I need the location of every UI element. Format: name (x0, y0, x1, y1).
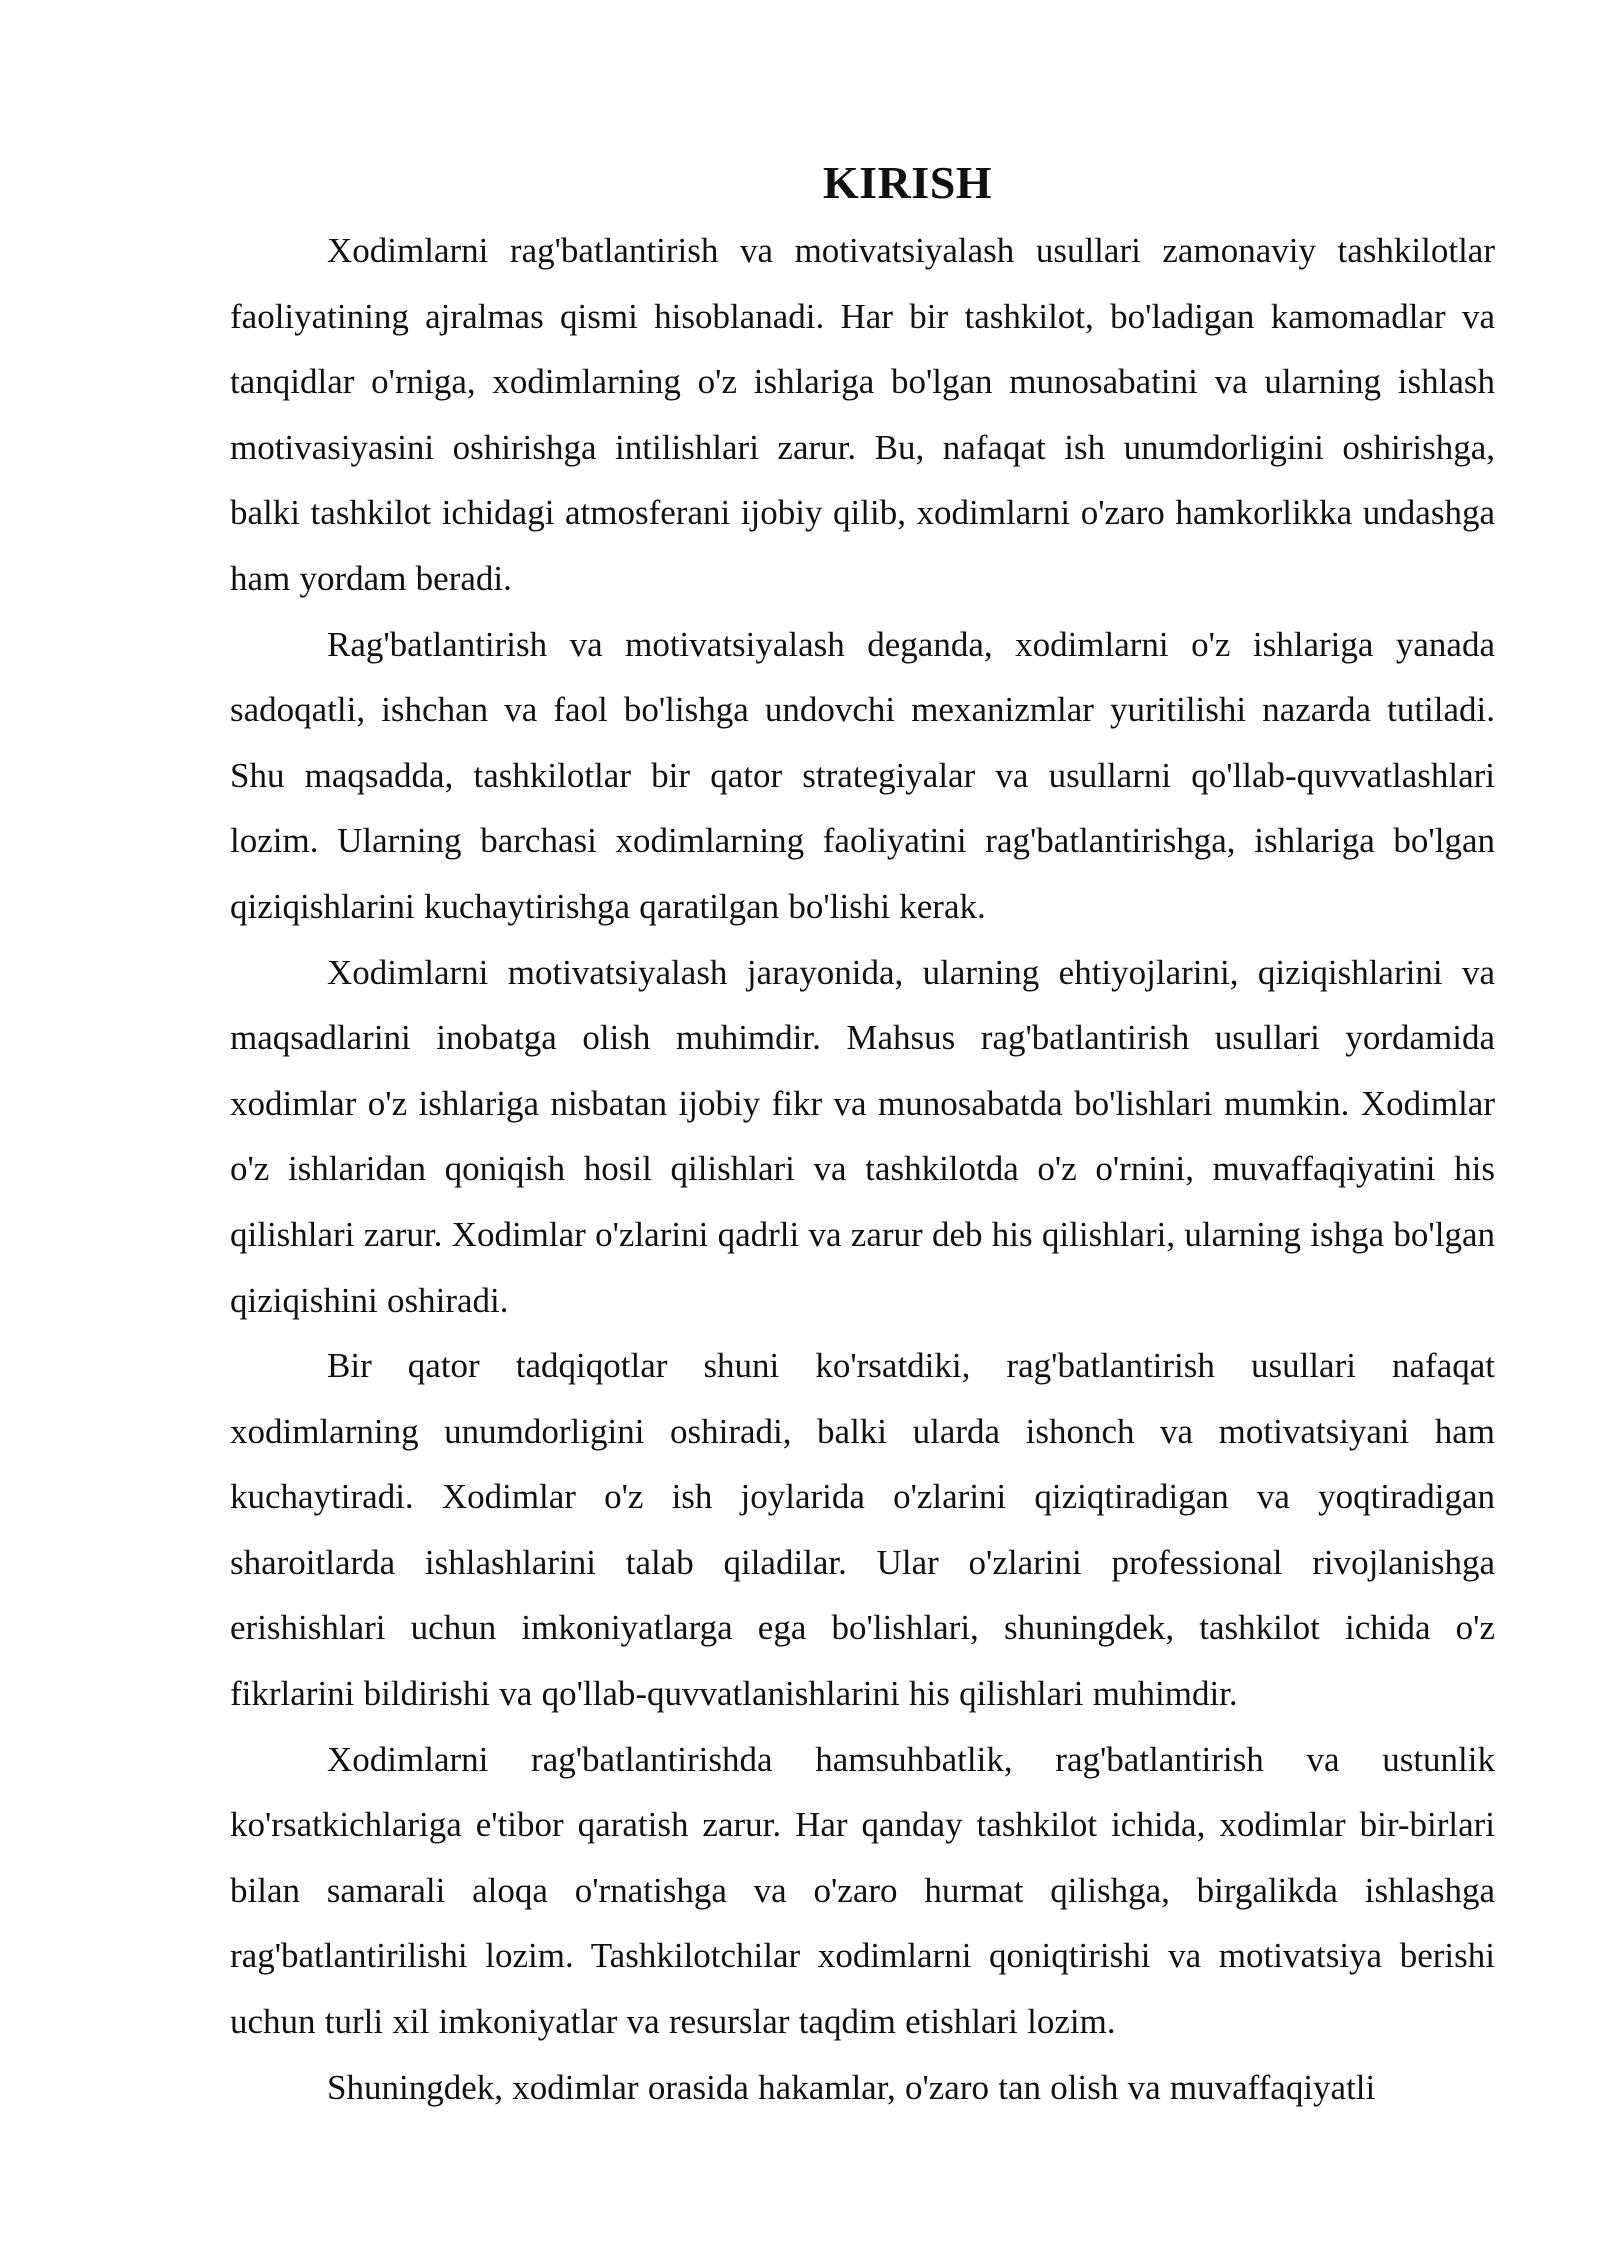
paragraph-4: Bir qator tadqiqotlar shuni ko'rsatdiki, rag'batlantirish usullari nafaqat xodimlarning unumdorligini oshiradi, balki ularda ishonch va motivatsiyani ham kuchaytiradi. Xodimlar o'z ish joylarida o'zlarini qiziqtiradigan va yoqtiradigan sharoitlarda ishlashlarini talab qiladilar. Ular o'zlarini professional rivojlanishga erishishlari uchun imkoniyatlarga ega bo'lishlari, shuningdek, tashkilot ichida o'z fikrlarini bildirishi va qo'llab-quvvatlanishlarini his qilishlari muhimdir. (230, 1346, 1495, 1714)
page-title: KIRISH (822, 157, 993, 208)
document-body (230, 148, 1495, 2120)
paragraph-2: Rag'batlantirish va motivatsiyalash deganda, xodimlarni o'z ishlariga yanada sadoqatli, ishchan va faol bo'lishga undovchi mexanizmlar yuritilishi nazarda tutiladi. Shu maqsadda, tashkilotlar bir qator strategiyalar va usullarni qo'llab-quvvatlashlari lozim. Ularning barchasi xodimlarning faoliyatini rag'batlantirishga, ishlariga bo'lgan qiziqishlarini kuchaytirishga qaratilgan bo'lishi kerak. (230, 624, 1495, 926)
paragraph-1: Xodimlarni rag'batlantirish va motivatsiyalash usullari zamonaviy tashkilotlar faoliyatining ajralmas qismi hisoblanadi. Har bir tashkilot, bo'ladigan kamomadlar va tanqidlar o'rniga, xodimlarning o'z ishlariga bo'lgan munosabatini va ularning ishlash motivasiyasini oshirishga intilishlari zarur. Bu, nafaqat ish unumdorligini oshirishga, balki tashkilot ichidagi atmosferani ijobiy qilib, xodimlarni o'zaro hamkorlikka undashga ham yordam beradi. (230, 231, 1495, 598)
paragraph-6: Shuningdek, xodimlar orasida hakamlar, o'zaro tan olish va muvaffaqiyatli (327, 2067, 1376, 2107)
paragraph-5: Xodimlarni rag'batlantirishda hamsuhbatlik, rag'batlantirish va ustunlik ko'rsatkichlariga e'tibor qaratish zarur. Har qanday tashkilot ichida, xodimlar bir-birlari bilan samarali aloqa o'rnatishga va o'zaro hurmat qilishga, birgalikda ishlashga rag'batlantirilishi lozim. Tashkilotchilar xodimlarni qoniqtirishi va motivatsiya berishi uchun turli xil imkoniyatlar va resurslar taqdim etishlari lozim. (230, 1739, 1495, 2042)
paragraph-3: Xodimlarni motivatsiyalash jarayonida, ularning ehtiyojlarini, qiziqishlarini va maqsadlarini inobatga olish muhimdir. Mahsus rag'batlantirish usullari yordamida xodimlar o'z ishlariga nisbatan ijobiy fikr va munosabatda bo'lishlari mumkin. Xodimlar o'z ishlaridan qoniqish hosil qilishlari va tashkilotda o'z o'rnini, muvaffaqiyatini his qilishlari zarur. Xodimlar o'zlarini qadrli va zarur deb his qilishlari, ularning ishga bo'lgan qiziqishini oshiradi. (230, 952, 1495, 1320)
